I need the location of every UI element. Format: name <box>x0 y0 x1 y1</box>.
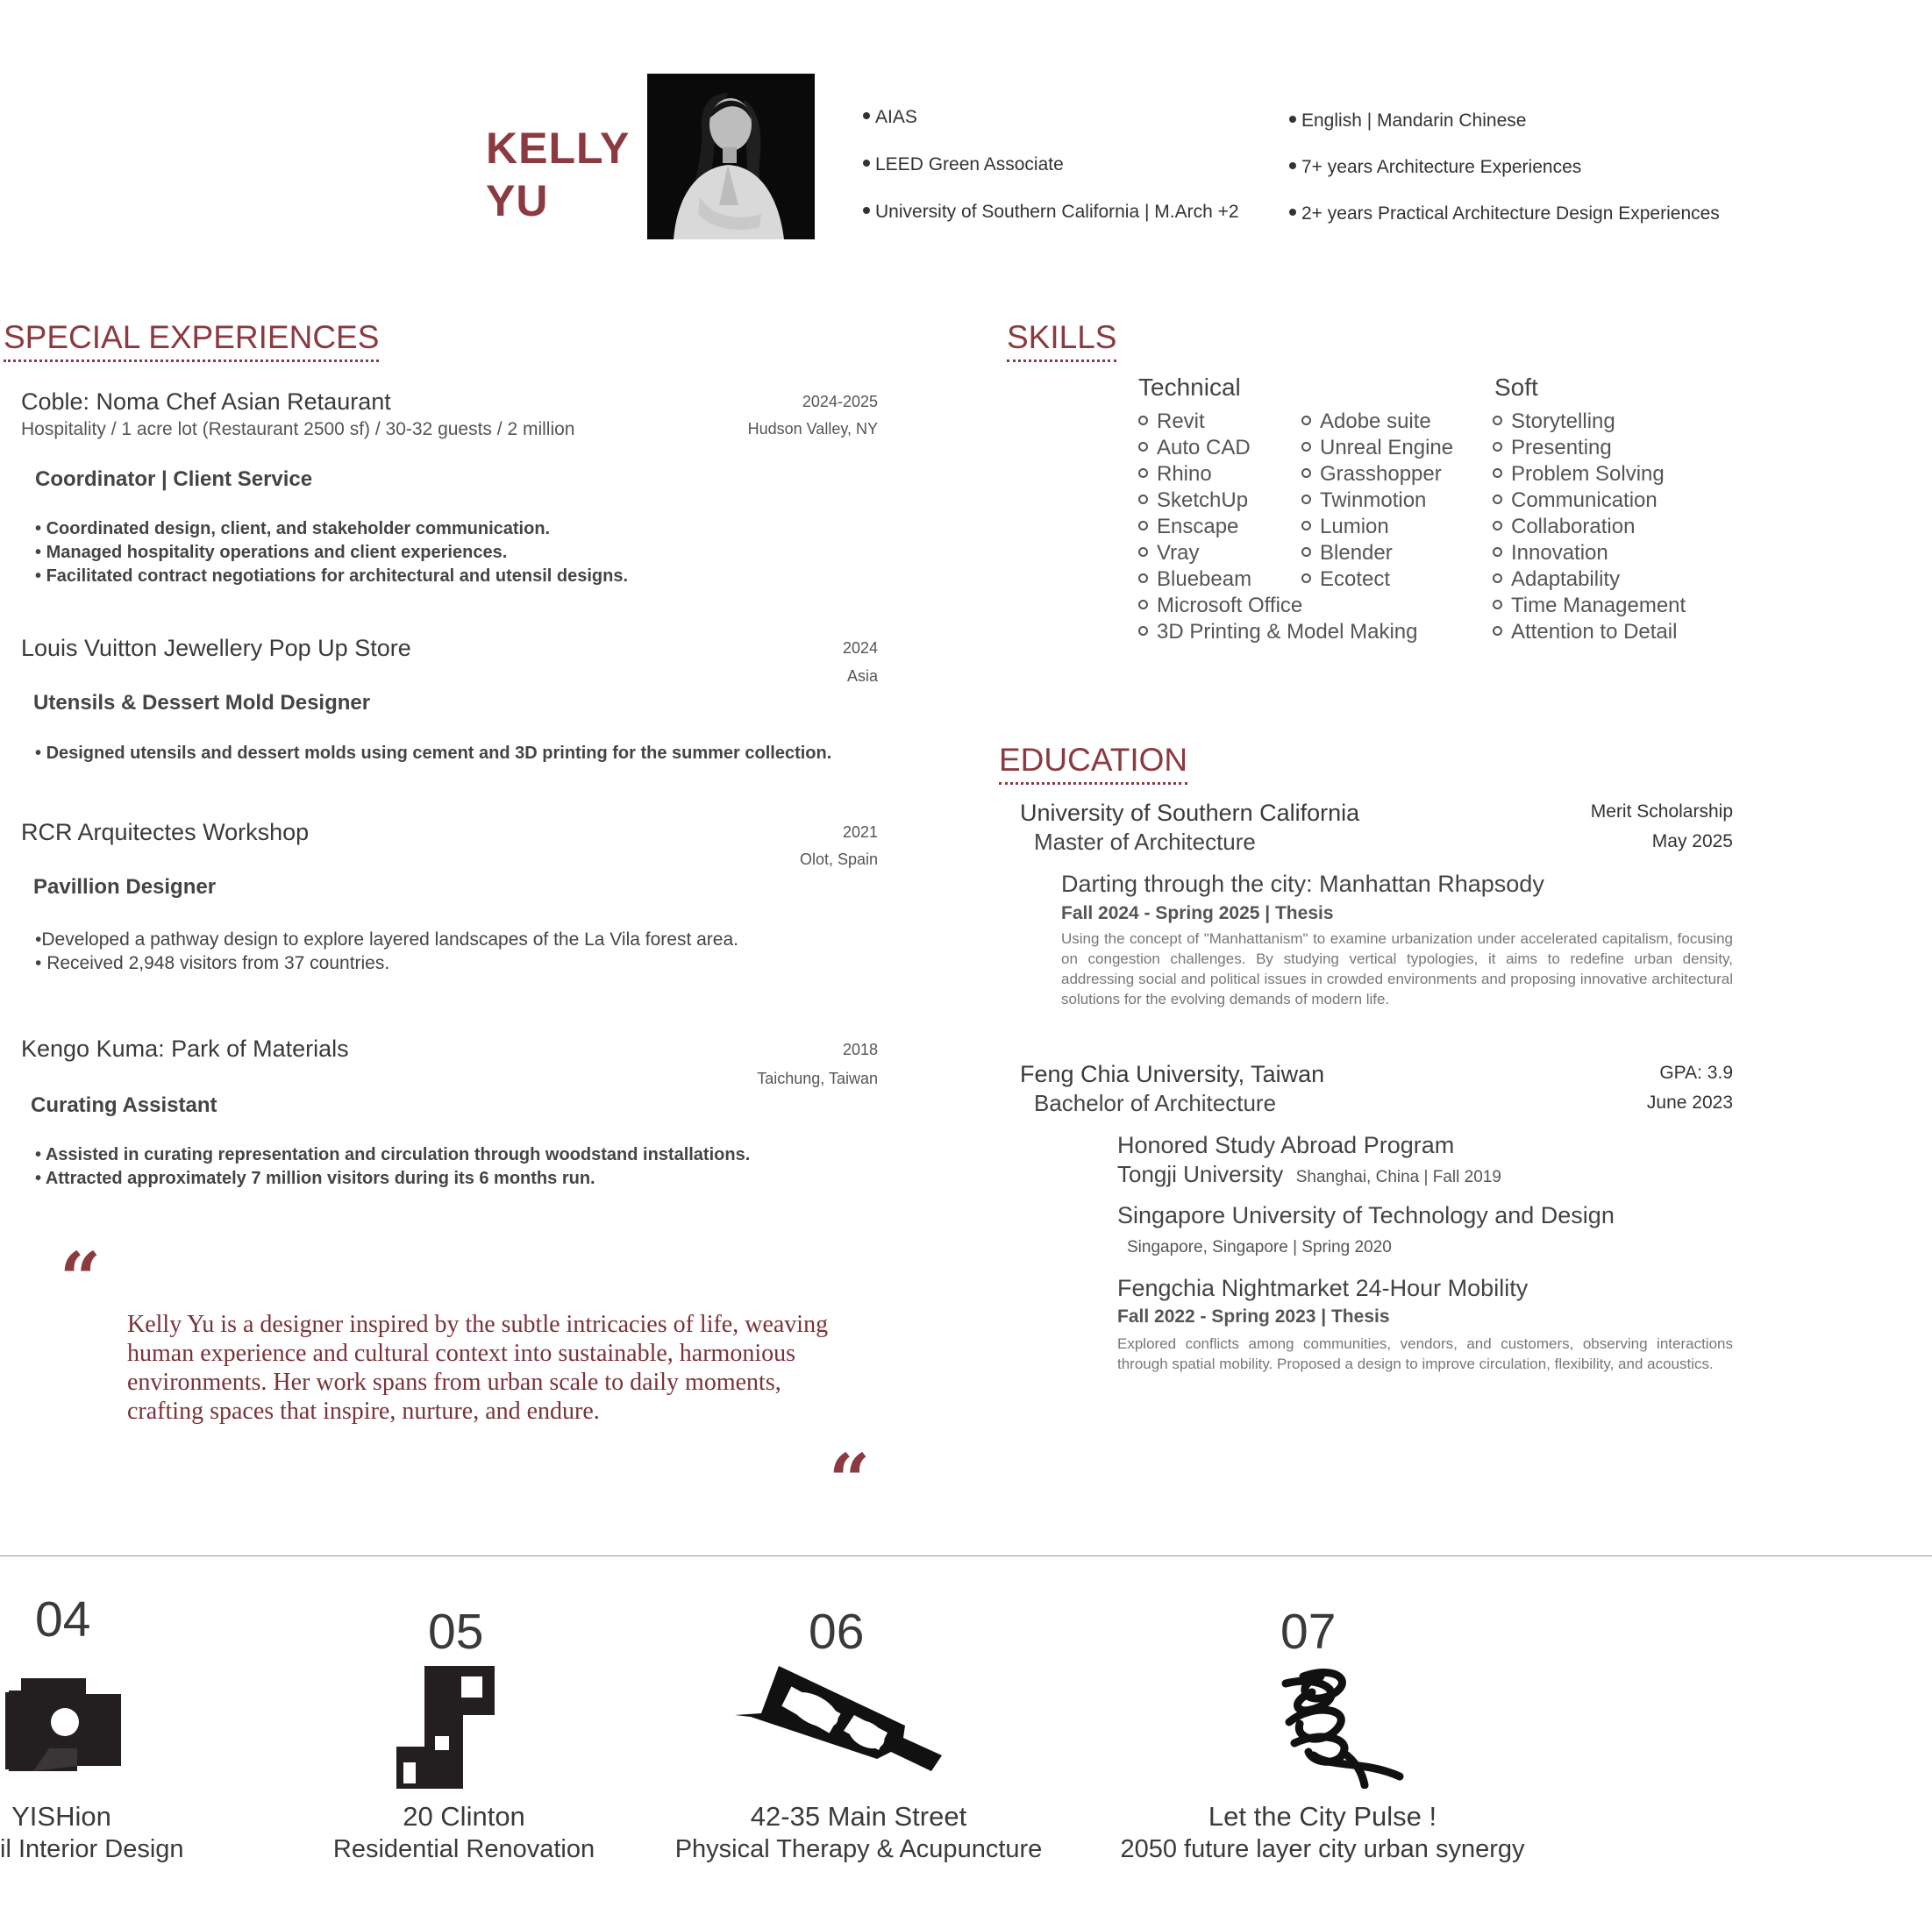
bullet-icon <box>1289 116 1296 123</box>
info-text: University of Southern California | M.Arch +2 <box>875 202 1239 222</box>
skill-item <box>1301 409 1453 435</box>
circle-bullet-icon <box>1493 416 1502 425</box>
bullet-icon <box>863 207 870 214</box>
skill-item <box>1138 619 1417 645</box>
experience-role: Curating Assistant <box>31 1093 217 1117</box>
skill-text: Storytelling <box>1511 409 1615 433</box>
project-title: YISHion <box>11 1801 111 1832</box>
skill-item <box>1493 593 1686 619</box>
bullet-item: •Developed a pathway design to explore layered landscapes of the La Vila forest area. <box>35 929 738 950</box>
project-06-icon[interactable] <box>733 1664 944 1777</box>
skill-text: Grasshopper <box>1320 462 1442 486</box>
experience-date: 2024-2025 <box>802 393 878 410</box>
sutd-school: Singapore University of Technology and Design <box>1117 1202 1615 1228</box>
skill-text: 3D Printing & Model Making <box>1157 620 1418 644</box>
skill-item <box>1493 566 1686 593</box>
circle-bullet-icon <box>1138 573 1148 583</box>
bullet-icon <box>1289 162 1296 169</box>
info-text: 2+ years Practical Architecture Design Experiences <box>1301 203 1720 224</box>
skill-text: Lumion <box>1320 515 1389 538</box>
quote-line: environments. Her work spans from urban scale to daily moments, <box>127 1369 781 1396</box>
skill-text: Presenting <box>1511 436 1612 459</box>
experience-date: 2021 <box>842 823 878 841</box>
quote-line: crafting spaces that inspire, nurture, and endure. <box>127 1398 600 1425</box>
info-text: LEED Green Associate <box>875 154 1064 174</box>
experience-title: Louis Vuitton Jewellery Pop Up Store <box>21 635 411 661</box>
thesis-term: Fall 2024 - Spring 2025 | Thesis <box>1061 903 1334 923</box>
tongji-school: Tongji University <box>1117 1161 1284 1187</box>
skill-item <box>1301 435 1453 461</box>
technical-skills-label: Technical <box>1138 374 1241 401</box>
experience-title: Coble: Noma Chef Asian Retaurant <box>21 388 391 415</box>
circle-bullet-icon <box>1493 600 1502 609</box>
school-name: Feng Chia University, Taiwan <box>1020 1061 1325 1087</box>
skill-text: Collaboration <box>1511 515 1636 538</box>
bullet-text: Assisted in curating representation and circulation through woodstand installations. <box>45 1145 751 1164</box>
info-right-list <box>1289 110 1720 250</box>
project-subtitle: Physical Therapy & Acupuncture <box>674 1835 1043 1863</box>
project-subtitle: 2050 future layer city urban synergy <box>1120 1835 1525 1863</box>
experience-date: 2018 <box>842 1041 878 1058</box>
circle-bullet-icon <box>1301 416 1311 425</box>
project-number: 05 <box>428 1604 484 1660</box>
info-item <box>863 107 1239 154</box>
experience-bullets <box>35 928 738 975</box>
skill-text: Bluebeam <box>1157 567 1252 591</box>
profile-photo <box>647 74 815 239</box>
bullet-text: Coordinated design, client, and stakeholder communication. <box>46 519 551 538</box>
bullet-item: • Facilitated contract negotiations for architectural and utensil designs. <box>35 566 629 586</box>
circle-bullet-icon <box>1138 468 1148 478</box>
skill-text: Blender <box>1320 541 1393 565</box>
school-name: University of Southern California <box>1020 800 1360 826</box>
experience-role: Utensils & Dessert Mold Designer <box>33 691 371 715</box>
skill-item <box>1493 514 1686 540</box>
skill-item <box>1493 488 1686 514</box>
experience-date: 2024 <box>842 639 878 657</box>
education-heading: EDUCATION <box>999 742 1187 785</box>
skill-text: Microsoft Office <box>1157 594 1303 617</box>
circle-bullet-icon <box>1301 547 1311 557</box>
skill-item <box>1493 461 1686 488</box>
circle-bullet-icon <box>1138 521 1148 530</box>
bullet-item: • Designed utensils and dessert molds using cement and 3D printing for the summer collection. <box>35 744 832 763</box>
graduation-date: June 2023 <box>1646 1093 1733 1113</box>
info-left-list <box>863 107 1239 249</box>
skill-text: Revit <box>1157 409 1205 433</box>
bullet-icon <box>1289 209 1296 216</box>
skill-item <box>1301 514 1453 540</box>
skill-item <box>1301 488 1453 514</box>
skills-heading: SKILLS <box>1007 319 1116 362</box>
project-title: Let the City Pulse ! <box>1208 1801 1437 1832</box>
experience-location: Asia <box>846 667 878 685</box>
info-item <box>1289 203 1720 250</box>
close-quote-icon: “ <box>829 1439 871 1523</box>
experience-title: RCR Arquitectes Workshop <box>21 819 310 845</box>
circle-bullet-icon <box>1301 468 1311 478</box>
bullet-text: Developed a pathway design to explore layered landscapes of the La Vila forest area. <box>41 929 738 950</box>
bullet-item: • Assisted in curating representation and circulation through woodstand installations. <box>35 1145 751 1164</box>
sutd-detail: Singapore, Singapore | Spring 2020 <box>1127 1238 1392 1256</box>
gpa: GPA: 3.9 <box>1659 1063 1733 1083</box>
bullet-item: • Coordinated design, client, and stakeholder communication. <box>35 519 551 538</box>
bullet-text: Attracted approximately 7 million visitors during its 6 months run. <box>45 1169 595 1188</box>
project-07-icon[interactable] <box>1268 1657 1417 1793</box>
skill-text: Unreal Engine <box>1320 436 1454 459</box>
skill-text: SketchUp <box>1157 488 1249 512</box>
circle-bullet-icon <box>1493 468 1502 478</box>
soft-skills-list <box>1493 409 1686 645</box>
circle-bullet-icon <box>1138 442 1148 452</box>
project-subtitle: Residential Renovation <box>332 1835 595 1863</box>
thesis-title: Darting through the city: Manhattan Rhapsody <box>1061 871 1544 897</box>
bullet-icon <box>863 160 870 167</box>
skill-text: Vray <box>1157 541 1200 565</box>
open-quote-icon: “ <box>60 1237 102 1321</box>
skill-text: Enscape <box>1157 515 1239 538</box>
skill-item <box>1301 566 1453 593</box>
graduation-date: May 2025 <box>1651 831 1733 851</box>
skill-text: Adaptability <box>1511 567 1621 591</box>
tongji-row <box>1117 1161 1501 1188</box>
experience-bullets <box>35 517 628 588</box>
info-item <box>1289 157 1720 203</box>
quote-line: Kelly Yu is a designer inspired by the subtle intricacies of life, weaving <box>127 1311 829 1338</box>
project-number: 07 <box>1280 1604 1337 1660</box>
skill-text: Twinmotion <box>1320 488 1427 512</box>
experience-role: Coordinator | Client Service <box>35 467 313 491</box>
info-text: 7+ years Architecture Experiences <box>1301 157 1582 177</box>
name-first: KELLY <box>486 124 631 173</box>
experience-subtitle: Hospitality / 1 acre lot (Restaurant 2500 sf) / 30-32 guests / 2 million <box>21 419 575 439</box>
skill-item <box>1493 540 1686 566</box>
circle-bullet-icon <box>1493 573 1502 583</box>
project-number: 04 <box>35 1591 91 1648</box>
technical-skills-col2 <box>1301 409 1453 593</box>
experience-location: Olot, Spain <box>799 851 878 868</box>
info-text: English | Mandarin Chinese <box>1301 110 1527 131</box>
tongji-detail: Shanghai, China | Fall 2019 <box>1295 1168 1501 1186</box>
circle-bullet-icon <box>1493 495 1502 504</box>
project-05-icon[interactable] <box>395 1664 498 1795</box>
info-item <box>863 202 1239 249</box>
quote-line: human experience and cultural context into sustainable, harmonious <box>127 1340 795 1367</box>
circle-bullet-icon <box>1493 442 1502 452</box>
bio-quote <box>127 1310 899 1426</box>
degree-name: Bachelor of Architecture <box>1034 1090 1277 1116</box>
bullet-item: • Received 2,948 visitors from 37 countries. <box>35 953 390 973</box>
experiences-heading: SPECIAL EXPERIENCES <box>4 319 379 362</box>
soft-skills-label: Soft <box>1494 374 1538 401</box>
portrait-image <box>647 74 815 239</box>
project-04-icon[interactable] <box>4 1673 125 1779</box>
skill-text: Ecotect <box>1320 567 1391 591</box>
circle-bullet-icon <box>1138 416 1148 425</box>
circle-bullet-icon <box>1493 626 1502 636</box>
section-divider <box>0 1555 1932 1556</box>
experience-title: Kengo Kuma: Park of Materials <box>21 1036 349 1062</box>
skill-item <box>1138 593 1417 619</box>
circle-bullet-icon <box>1138 547 1148 557</box>
circle-bullet-icon <box>1138 600 1148 609</box>
experience-location: Taichung, Taiwan <box>757 1070 878 1087</box>
experience-location: Hudson Valley, NY <box>747 420 878 438</box>
circle-bullet-icon <box>1301 573 1311 583</box>
circle-bullet-icon <box>1138 626 1148 636</box>
circle-bullet-icon <box>1138 495 1148 504</box>
award: Merit Scholarship <box>1590 801 1733 822</box>
experience-bullets <box>35 742 831 765</box>
skill-item <box>1493 619 1686 645</box>
experience-bullets <box>35 1143 750 1191</box>
bullet-item: • Managed hospitality operations and client experiences. <box>35 543 508 562</box>
skill-item <box>1493 435 1686 461</box>
thesis-description: Explored conflicts among communities, vendors, and customers, observing interactions through spatial mobility. Proposed a design to improve circulation, flexibility, and acoustics. <box>1117 1335 1733 1372</box>
skill-item <box>1493 409 1686 435</box>
skill-text: Communication <box>1511 488 1658 512</box>
skill-text: Rhino <box>1157 462 1212 486</box>
bullet-item: • Attracted approximately 7 million visitors during its 6 months run. <box>35 1169 595 1188</box>
bullet-text: Received 2,948 visitors from 37 countries. <box>46 953 390 973</box>
info-item <box>1289 110 1720 157</box>
info-text: AIAS <box>875 107 917 127</box>
thesis-term: Fall 2022 - Spring 2023 | Thesis <box>1117 1306 1390 1327</box>
circle-bullet-icon <box>1301 521 1311 530</box>
skill-item <box>1301 461 1453 488</box>
skill-text: Attention to Detail <box>1511 620 1678 644</box>
project-title: 42-35 Main Street <box>750 1801 967 1832</box>
skill-item <box>1301 540 1453 566</box>
thesis-description: Using the concept of "Manhattanism" to examine urbanization under accelerated capitalism, focusing on congestion challenges. By studying vertical typologies, it aims to redefine urban density, addressing social and political issues in crowded environments and proposing innovative architectural solutions for the evolving demands of modern life. <box>1061 930 1733 1007</box>
bullet-text: Managed hospitality operations and client experiences. <box>46 543 508 562</box>
skill-text: Innovation <box>1511 541 1608 565</box>
circle-bullet-icon <box>1301 495 1311 504</box>
skill-text: Problem Solving <box>1511 462 1665 486</box>
circle-bullet-icon <box>1493 547 1502 557</box>
info-item <box>863 154 1239 202</box>
bullet-icon <box>863 112 870 119</box>
name-last: YU <box>486 176 549 225</box>
circle-bullet-icon <box>1301 442 1311 452</box>
project-number: 06 <box>809 1604 865 1660</box>
project-subtitle: il Interior Design <box>0 1835 184 1863</box>
bullet-text: Designed utensils and dessert molds using cement and 3D printing for the summer collection. <box>46 744 832 763</box>
degree-name: Master of Architecture <box>1034 829 1256 855</box>
skill-text: Auto CAD <box>1157 436 1251 459</box>
bullet-text: Facilitated contract negotiations for architectural and utensil designs. <box>46 566 629 586</box>
project-title: 20 Clinton <box>403 1801 525 1832</box>
abroad-program-title: Honored Study Abroad Program <box>1117 1132 1455 1158</box>
circle-bullet-icon <box>1493 521 1502 530</box>
thesis-title: Fengchia Nightmarket 24-Hour Mobility <box>1117 1275 1529 1301</box>
experience-role: Pavillion Designer <box>33 875 217 899</box>
skill-text: Time Management <box>1511 594 1686 617</box>
skill-text: Adobe suite <box>1320 409 1431 433</box>
